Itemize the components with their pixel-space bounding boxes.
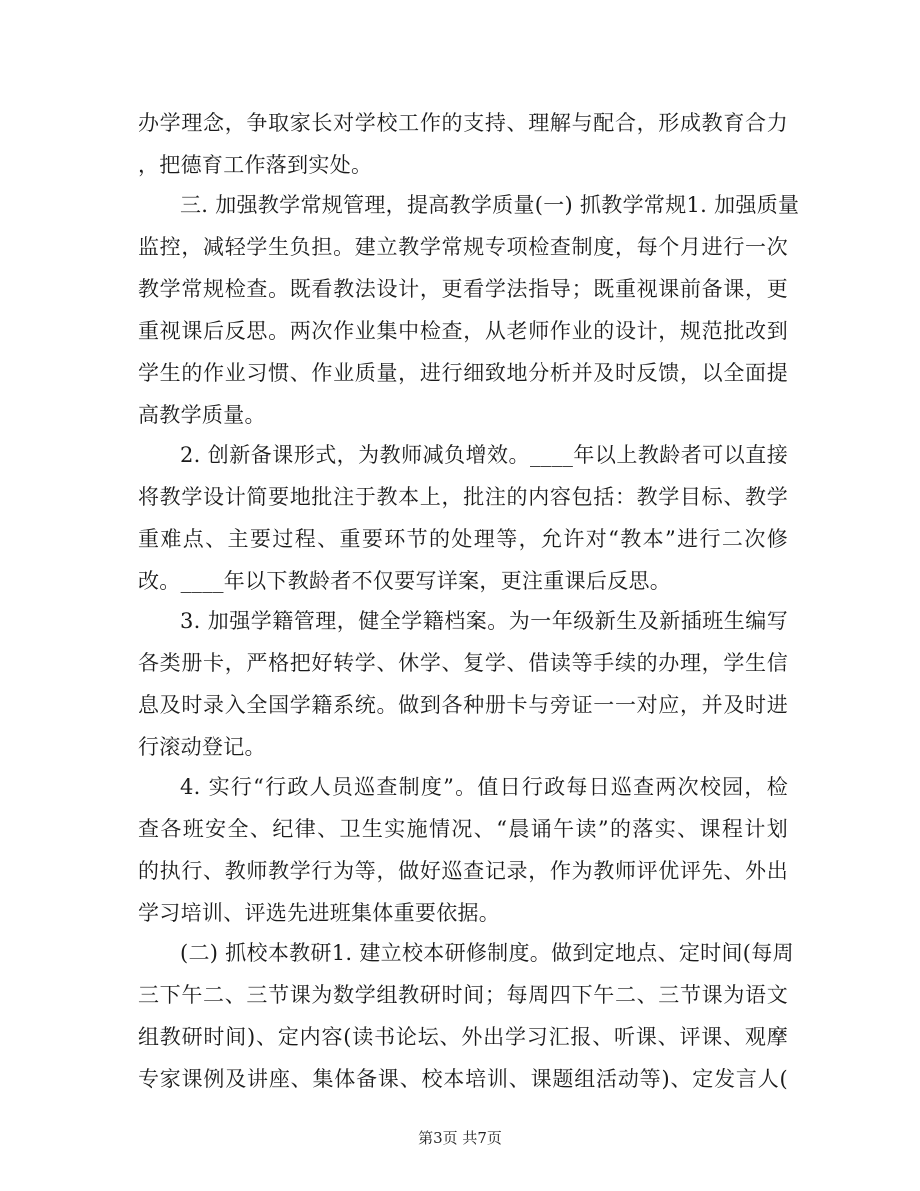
text-line: 3. 加强学籍管理，健全学籍档案。为一年级新生及新插班生编写 [180,609,788,633]
text-line: 4. 实行“行政人员巡查制度”。值日行政每日巡查两次校园，检 [180,775,788,799]
text-line: 教学常规检查。既看教法设计，更看学法指导；既重视课前备课，更 [138,277,788,301]
text-line: 改。____年以下教龄者不仅要写详案，更注重课后反思。 [138,569,672,593]
text-line: 重视课后反思。两次作业集中检查，从老师作业的设计，规范批改到 [138,319,788,343]
text-line: 各类册卡，严格把好转学、休学、复学、借读等手续的办理，学生信 [138,651,788,675]
text-line: 监控，减轻学生负担。建立教学常规专项检查制度，每个月进行一次 [138,235,788,259]
page-number-footer: 第3页 共7页 [418,1129,502,1147]
text-line: 办学理念，争取家长对学校工作的支持、理解与配合，形成教育合力 [138,111,788,135]
text-line: 学习培训、评选先进班集体重要依据。 [138,901,501,925]
text-line: 高教学质量。 [138,403,266,427]
text-line: 专家课例及讲座、集体备课、校本培训、课题组活动等)、定发言人( [138,1067,788,1091]
text-line: 重难点、主要过程、重要环节的处理等，允许对“教本”进行二次修 [138,527,788,551]
text-line: 三下午二、三节课为数学组教研时间；每周四下午二、三节课为语文 [138,983,788,1007]
text-line: 学生的作业习惯、作业质量，进行细致地分析并及时反馈，以全面提 [138,361,788,385]
text-line: 三. 加强教学常规管理，提高教学质量(一) 抓教学常规1. 加强质量 [180,193,800,217]
text-line: 查各班安全、纪律、卫生实施情况、“晨诵午读”的落实、课程计划 [138,817,788,841]
text-line: 息及时录入全国学籍系统。做到各种册卡与旁证一一对应，并及时进 [138,693,788,717]
text-line: 行滚动登记。 [138,735,266,759]
text-line: ，把德育工作落到实处。 [138,153,373,177]
text-line: 将教学设计简要地批注于教本上，批注的内容包括：教学目标、教学 [138,485,788,509]
text-line: 组教研时间)、定内容(读书论坛、外出学习汇报、听课、评课、观摩 [138,1025,788,1049]
text-line: 2. 创新备课形式，为教师减负增效。____年以上教龄者可以直接 [180,443,788,467]
text-line: (二) 抓校本教研1. 建立校本研修制度。做到定地点、定时间(每周 [180,941,794,965]
text-line: 的执行、教师教学行为等，做好巡查记录，作为教师评优评先、外出 [138,859,788,883]
